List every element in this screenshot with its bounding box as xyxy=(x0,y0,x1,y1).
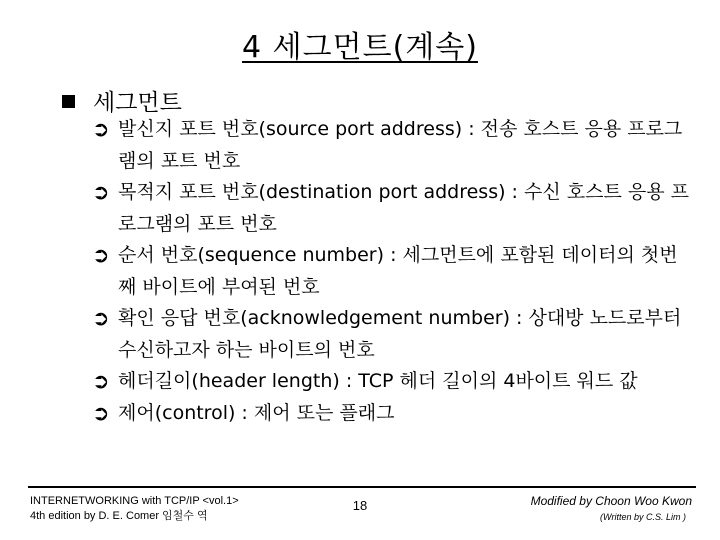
arrow-bullet-icon: ➲ xyxy=(92,243,110,267)
footer-modified-by: Modified by Choon Woo Kwon xyxy=(530,494,692,508)
arrow-bullet-icon: ➲ xyxy=(92,369,110,393)
section-heading-text: 세그먼트 xyxy=(93,90,182,116)
list-item xyxy=(94,303,694,366)
arrow-bullet-icon: ➲ xyxy=(92,400,110,425)
footer-written-by: (Written by C.S. Lim ) xyxy=(599,512,686,522)
bullet-text: 순서 번호(sequence number) : 세그먼트에 포함된 데이터의 첫번째 바이트에 부여된 번호 xyxy=(118,244,678,298)
footer-divider xyxy=(28,486,696,488)
arrow-bullet-icon: ➲ xyxy=(92,180,110,204)
arrow-bullet-icon: ➲ xyxy=(92,117,110,141)
section-heading xyxy=(62,84,182,117)
footer-source xyxy=(30,494,239,524)
list-item xyxy=(94,398,694,430)
footer-book-title: INTERNETWORKING with TCP/IP <vol.1> xyxy=(30,495,239,507)
slide-title: 4 세그먼트(계속) xyxy=(242,30,478,65)
bullet-text: 제어(control) : 제어 또는 플래그 xyxy=(118,401,395,424)
footer-book-edition: 4th edition by D. E. Comer 임철수 역 xyxy=(30,510,208,522)
bullet-text: 확인 응답 번호(acknowledgement number) : 상대방 노드로부터 수신하고자 하는 바이트의 번호 xyxy=(118,307,682,361)
list-item xyxy=(94,177,694,240)
bullet-text: 목적지 포트 번호(destination port address) : 수신 호스트 응용 프로그램의 포트 번호 xyxy=(118,181,689,235)
list-item xyxy=(94,240,694,303)
page-number: 18 xyxy=(352,498,368,513)
list-item xyxy=(94,366,694,398)
square-bullet-icon xyxy=(62,95,75,108)
bullet-list xyxy=(94,114,694,429)
list-item xyxy=(94,114,694,177)
bullet-text: 헤더길이(header length) : TCP 헤더 길이의 4바이트 워드 값 xyxy=(118,370,638,392)
bullet-text: 발신지 포트 번호(source port address) : 전송 호스트 응용 프로그램의 포트 번호 xyxy=(118,118,683,172)
arrow-bullet-icon: ➲ xyxy=(92,306,110,330)
